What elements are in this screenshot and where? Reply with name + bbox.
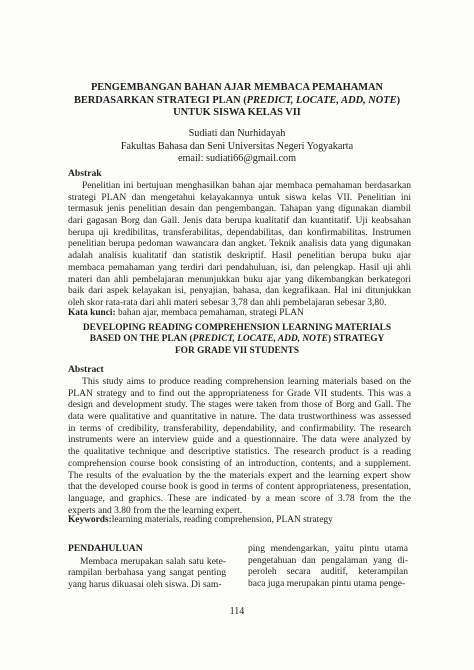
title-line: UNTUK SISWA KELAS VII — [173, 107, 301, 119]
text-line: ping mendengarkan, yaitu pintu utama — [248, 543, 408, 554]
body-column-left — [68, 543, 226, 590]
text-line: in terms of credibility, transferability, dependability, and confirmability. The research — [68, 422, 411, 434]
text-line: adalah analisis kualitatif dan statistik deskriptif. Hasil penelitian berupa buku ajar — [68, 250, 411, 262]
abstract-heading-english: Abstract — [68, 364, 104, 375]
text-line: language, and graphics. These are indicated by a mean score of 3.78 from the the — [68, 492, 411, 504]
text-line: membaca pemahaman yang terdiri dari pendahuluan, isi, dan pelengkap. Hasil uji ahli — [68, 261, 411, 273]
abstract-body-english — [68, 376, 411, 516]
text-line: Penelitian ini bertujuan menghasilkan bahan ajar membaca pemahaman berdasarkan — [82, 180, 411, 191]
author-affiliation: Fakultas Bahasa dan Seni Universitas Negeri Yogyakarta — [120, 140, 354, 152]
title-line: PENGEMBANGAN BAHAN AJAR MEMBACA PEMAHAMAN — [90, 82, 384, 93]
author-block — [60, 128, 414, 166]
page-number: 114 — [229, 606, 245, 617]
abstract-heading-indonesian: Abstrak — [68, 168, 102, 179]
text-line: peroleh secara auditif, keterampilan — [248, 566, 408, 578]
text-line: Membaca merupakan salah satu kete- — [80, 555, 226, 567]
text-line: comprehension course book consisting of an introduction, contents, and a supplement. — [68, 457, 411, 469]
text-line: strategi PLAN dan mengetahui kelayakannya untuk siswa kelas VII. Penelitian ini — [68, 191, 411, 203]
text-line: termasuk jenis penelitian desain dan pengembangan. Tahapan yang digunakan diambil — [68, 203, 411, 215]
text-line: experts and 3.80 from the the learning expert. — [68, 504, 243, 516]
text-line: data were qualitative and quantitative in nature. The data trustworthiness was assessed — [68, 411, 411, 423]
text-line: penelitian berupa pedoman wawancara dan angket. Teknik analisis data yang digunakan — [68, 238, 411, 250]
text-line: materi dan ahli pembelajaran menunjukkan buku ajar yang dikembangkan berkategori — [68, 273, 411, 285]
text-line: PLAN strategy and to find out the appropriateness for Grade VII students. This was a — [68, 387, 411, 399]
abstract-body-indonesian — [68, 180, 411, 309]
text-line: This study aims to produce reading comprehension learning materials based on the — [82, 376, 411, 387]
section-heading: PENDAHULUAN — [68, 543, 143, 554]
title-line: BASED ON THE PLAN (PREDICT, LOCATE, ADD, NOTE) STRATEGY — [89, 334, 385, 345]
text-line: berupa uji kredibilitas, transferabilitas, dependabilitas, dan konfirmabilitas. Instrumen — [68, 226, 411, 238]
keywords-indonesian: Kata kunci: bahan ajar, membaca pemahaman, strategi PLAN — [68, 308, 304, 318]
text-line: oleh skor rata-rata dari ahli materi sebesar 3,78 dan ahli pembelajaran sebesar 3,80. — [68, 296, 387, 308]
title-line: BERDASARKAN STRATEGI PLAN (PREDICT, LOCATE, ADD, NOTE) — [73, 94, 401, 106]
text-line: baca juga merupakan pintu utama penge- — [248, 577, 406, 589]
keywords-english: Keywords:learning materials, reading comprehension, PLAN strategy — [68, 515, 333, 525]
author-email: email: sudiati66@gmail.com — [177, 153, 297, 164]
title-line: FOR GRADE VII STUDENTS — [174, 345, 300, 356]
text-line: dari gagasan Borg dan Gall. Jenis data berupa kualitatif dan kuantitatif. Uji keabsahan — [68, 215, 411, 227]
article-title-indonesian — [60, 82, 414, 120]
text-line: pengetahuan dan pengalaman yang di- — [248, 554, 408, 566]
author-names: Sudiati dan Nurhidayah — [188, 128, 286, 139]
article-title-english — [70, 323, 404, 357]
body-column-right — [248, 543, 408, 589]
title-line: DEVELOPING READING COMPREHENSION LEARNING MATERIALS — [82, 323, 392, 333]
text-line: rampilan berbahasa yang sangat penting — [68, 567, 226, 579]
text-line: that the developed course book is good in terms of content appropriateness, presentation, — [68, 481, 411, 493]
text-line: the qualitative technique and descriptive statistics. The research product is a reading — [68, 446, 411, 458]
text-line: baik dari aspek kelayakan isi, penyajian, bahasa, dan kegrafikaan. Hal ini ditunjukkan — [68, 285, 411, 297]
text-line: The results of the evaluation by the the materials expert and the learning expert show — [68, 469, 411, 481]
text-line: design and development study. The stages were taken from those of Borg and Gall. The — [68, 399, 411, 411]
text-line: instruments were an interview guide and a questionnaire. The data were analyzed by — [68, 434, 411, 446]
text-line: yang harus dikuasai oleh siswa. Di sam- — [68, 578, 222, 590]
